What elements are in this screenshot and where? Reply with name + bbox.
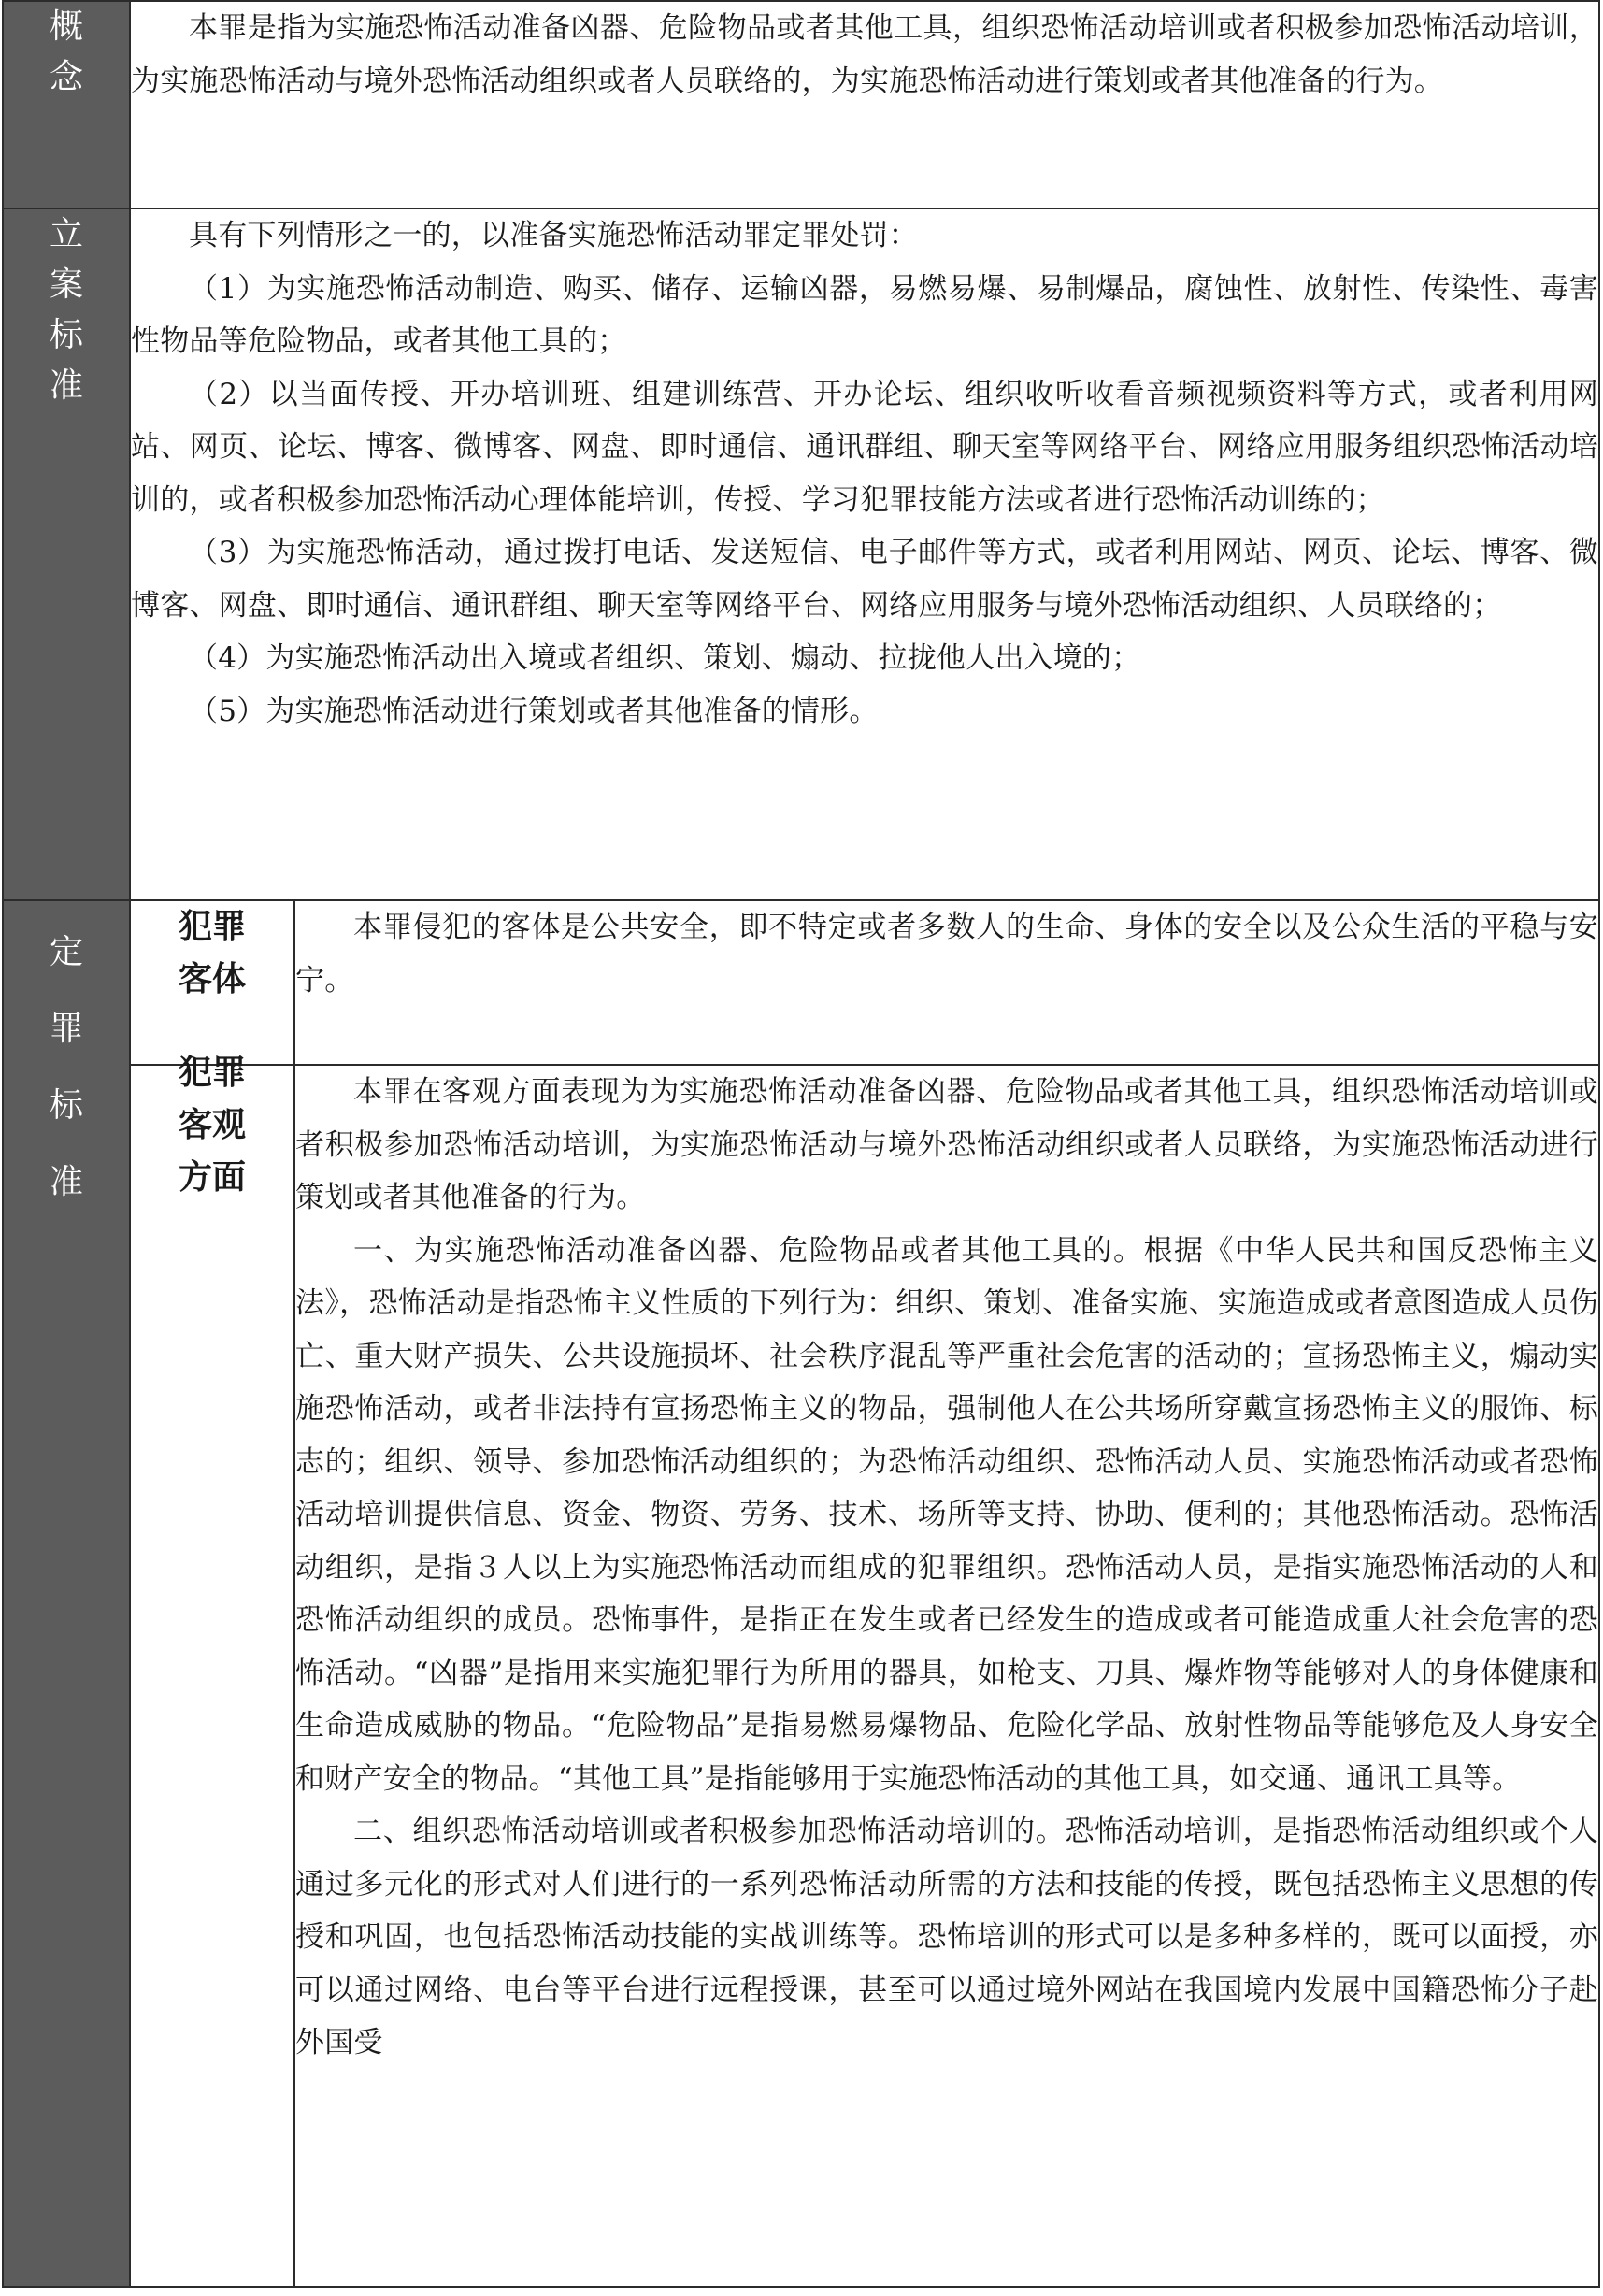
objective-aspect-content (294, 1065, 1599, 2287)
objective-paragraph: 一、为实施恐怖活动准备凶器、危险物品或者其他工具的。根据《中华人民共和国反恐怖主义法》，恐怖活动是指恐怖主义性质的下列行为：组织、策划、准备实施、实施造成或者意图造成人员伤亡、重大财产损失、公共设施损坏、社会秩序混乱等严重社会危害的活动的；宣扬恐怖主义，煽动实施恐怖活动，或者非法持有宣扬恐怖主义的物品，强制他人在公共场所穿戴宣扬恐怖主义的服饰、标志的；组织、领导、参加恐怖活动组织的；为恐怖活动组织、恐怖活动人员、实施恐怖活动或者恐怖活动培训提供信息、资金、物资、劳务、技术、场所等支持、协助、便利的；其他恐怖活动。恐怖活动组织，是指３人以上为实施恐怖活动而组成的犯罪组织。恐怖活动人员，是指实施恐怖活动的人和恐怖活动组织的成员。恐怖事件，是指正在发生或者已经发生的造成或者可能造成重大社会危害的恐怖活动。“凶器”是指用来实施犯罪行为所用的器具，如枪支、刀具、爆炸物等能够对人的身体健康和生命造成威胁的物品。“危险物品”是指易燃易爆物品、危险化学品、放射性物品等能够危及人身安全和财产安全的物品。“其他工具”是指能够用于实施恐怖活动的其他工具，如交通、通讯工具等。 (295, 1233, 1598, 1796)
filing-paragraph: （2）以当面传授、开办培训班、组建训练营、开办论坛、组织收听收看音频视频资料等方式，或者利用网站、网页、论坛、博客、微博客、网盘、即时通信、通讯群组、聊天室等网络平台、网络应用服务组织恐怖活动培训的，或者积极参加恐怖活动心理体能培训，传授、学习犯罪技能方法或者进行恐怖活动训练的； (131, 377, 1598, 517)
objective-aspect-text (295, 1066, 1598, 2286)
objective-paragraph: 本罪在客观方面表现为为实施恐怖活动准备凶器、危险物品或者其他工具，组织恐怖活动培训或者积极参加恐怖活动培训，为实施恐怖活动与境外恐怖活动组织或者人员联络，为实施恐怖活动进行策划或者其他准备的行为。 (295, 1075, 1598, 1214)
conviction-standard-label: 定 罪 标 准 (49, 933, 83, 1201)
crime-object-text: 本罪侵犯的客体是公共安全，即不特定或者多数人的生命、身体的安全以及公众生活的平稳与安宁。 (295, 911, 1598, 997)
filing-standard-label: 立 案 标 准 (49, 215, 83, 405)
objective-aspect-label-cell (130, 1054, 294, 2287)
concept-text: 本罪是指为实施恐怖活动准备凶器、危险物品或者其他工具，组织恐怖活动培训或者积极参加恐怖活动培训，为实施恐怖活动与境外恐怖活动组织或者人员联络的，为实施恐怖活动进行策划或者其他准备的行为。 (131, 11, 1598, 98)
filing-paragraph: （4）为实施恐怖活动出入境或者组织、策划、煽动、拉拢他人出入境的； (189, 641, 1141, 675)
conviction-standard-label-cell (3, 900, 130, 2287)
filing-standard-row (3, 208, 1599, 900)
crime-object-content (294, 900, 1599, 1065)
filing-standard-label-cell (3, 208, 130, 900)
filing-paragraph: 具有下列情形之一的，以准备实施恐怖活动罪定罪处罚： (189, 219, 918, 252)
filing-paragraph: （1）为实施恐怖活动制造、购买、储存、运输凶器，易燃易爆、易制爆品，腐蚀性、放射性、传染性、毒害性物品等危险物品，或者其他工具的； (131, 271, 1598, 358)
concept-label: 概 念 (49, 7, 83, 96)
crime-standard-table (2, 0, 1600, 2288)
crime-object-row (3, 900, 1599, 1065)
objective-paragraph: 二、组织恐怖活动培训或者积极参加恐怖活动培训的。恐怖活动培训，是指恐怖活动组织或个人通过多元化的形式对人们进行的一系列恐怖活动所需的方法和技能的传授，既包括恐怖主义思想的传授和巩固，也包括恐怖活动技能的实战训练等。恐怖培训的形式可以是多种多样的，既可以面授，亦可以通过网络、电台等平台进行远程授课，甚至可以通过境外网站在我国境内发展中国籍恐怖分子赴外国受 (295, 1815, 1598, 2059)
objective-aspect-row (3, 1065, 1599, 2287)
filing-standard-content (130, 208, 1599, 900)
crime-object-label: 犯罪 客体 (178, 908, 246, 998)
concept-row (3, 1, 1599, 208)
crime-object-label-cell (130, 900, 294, 1065)
filing-paragraph: （5）为实施恐怖活动进行策划或者其他准备的情形。 (189, 694, 879, 728)
concept-label-cell (3, 1, 130, 208)
concept-content (130, 1, 1599, 208)
filing-paragraph: （3）为实施恐怖活动，通过拨打电话、发送短信、电子邮件等方式，或者利用网站、网页、论坛、博客、微博客、网盘、即时通信、通讯群组、聊天室等网络平台、网络应用服务与境外恐怖活动组织、人员联络的； (131, 536, 1598, 623)
objective-aspect-label: 犯罪 客观 方面 (178, 1054, 246, 1197)
